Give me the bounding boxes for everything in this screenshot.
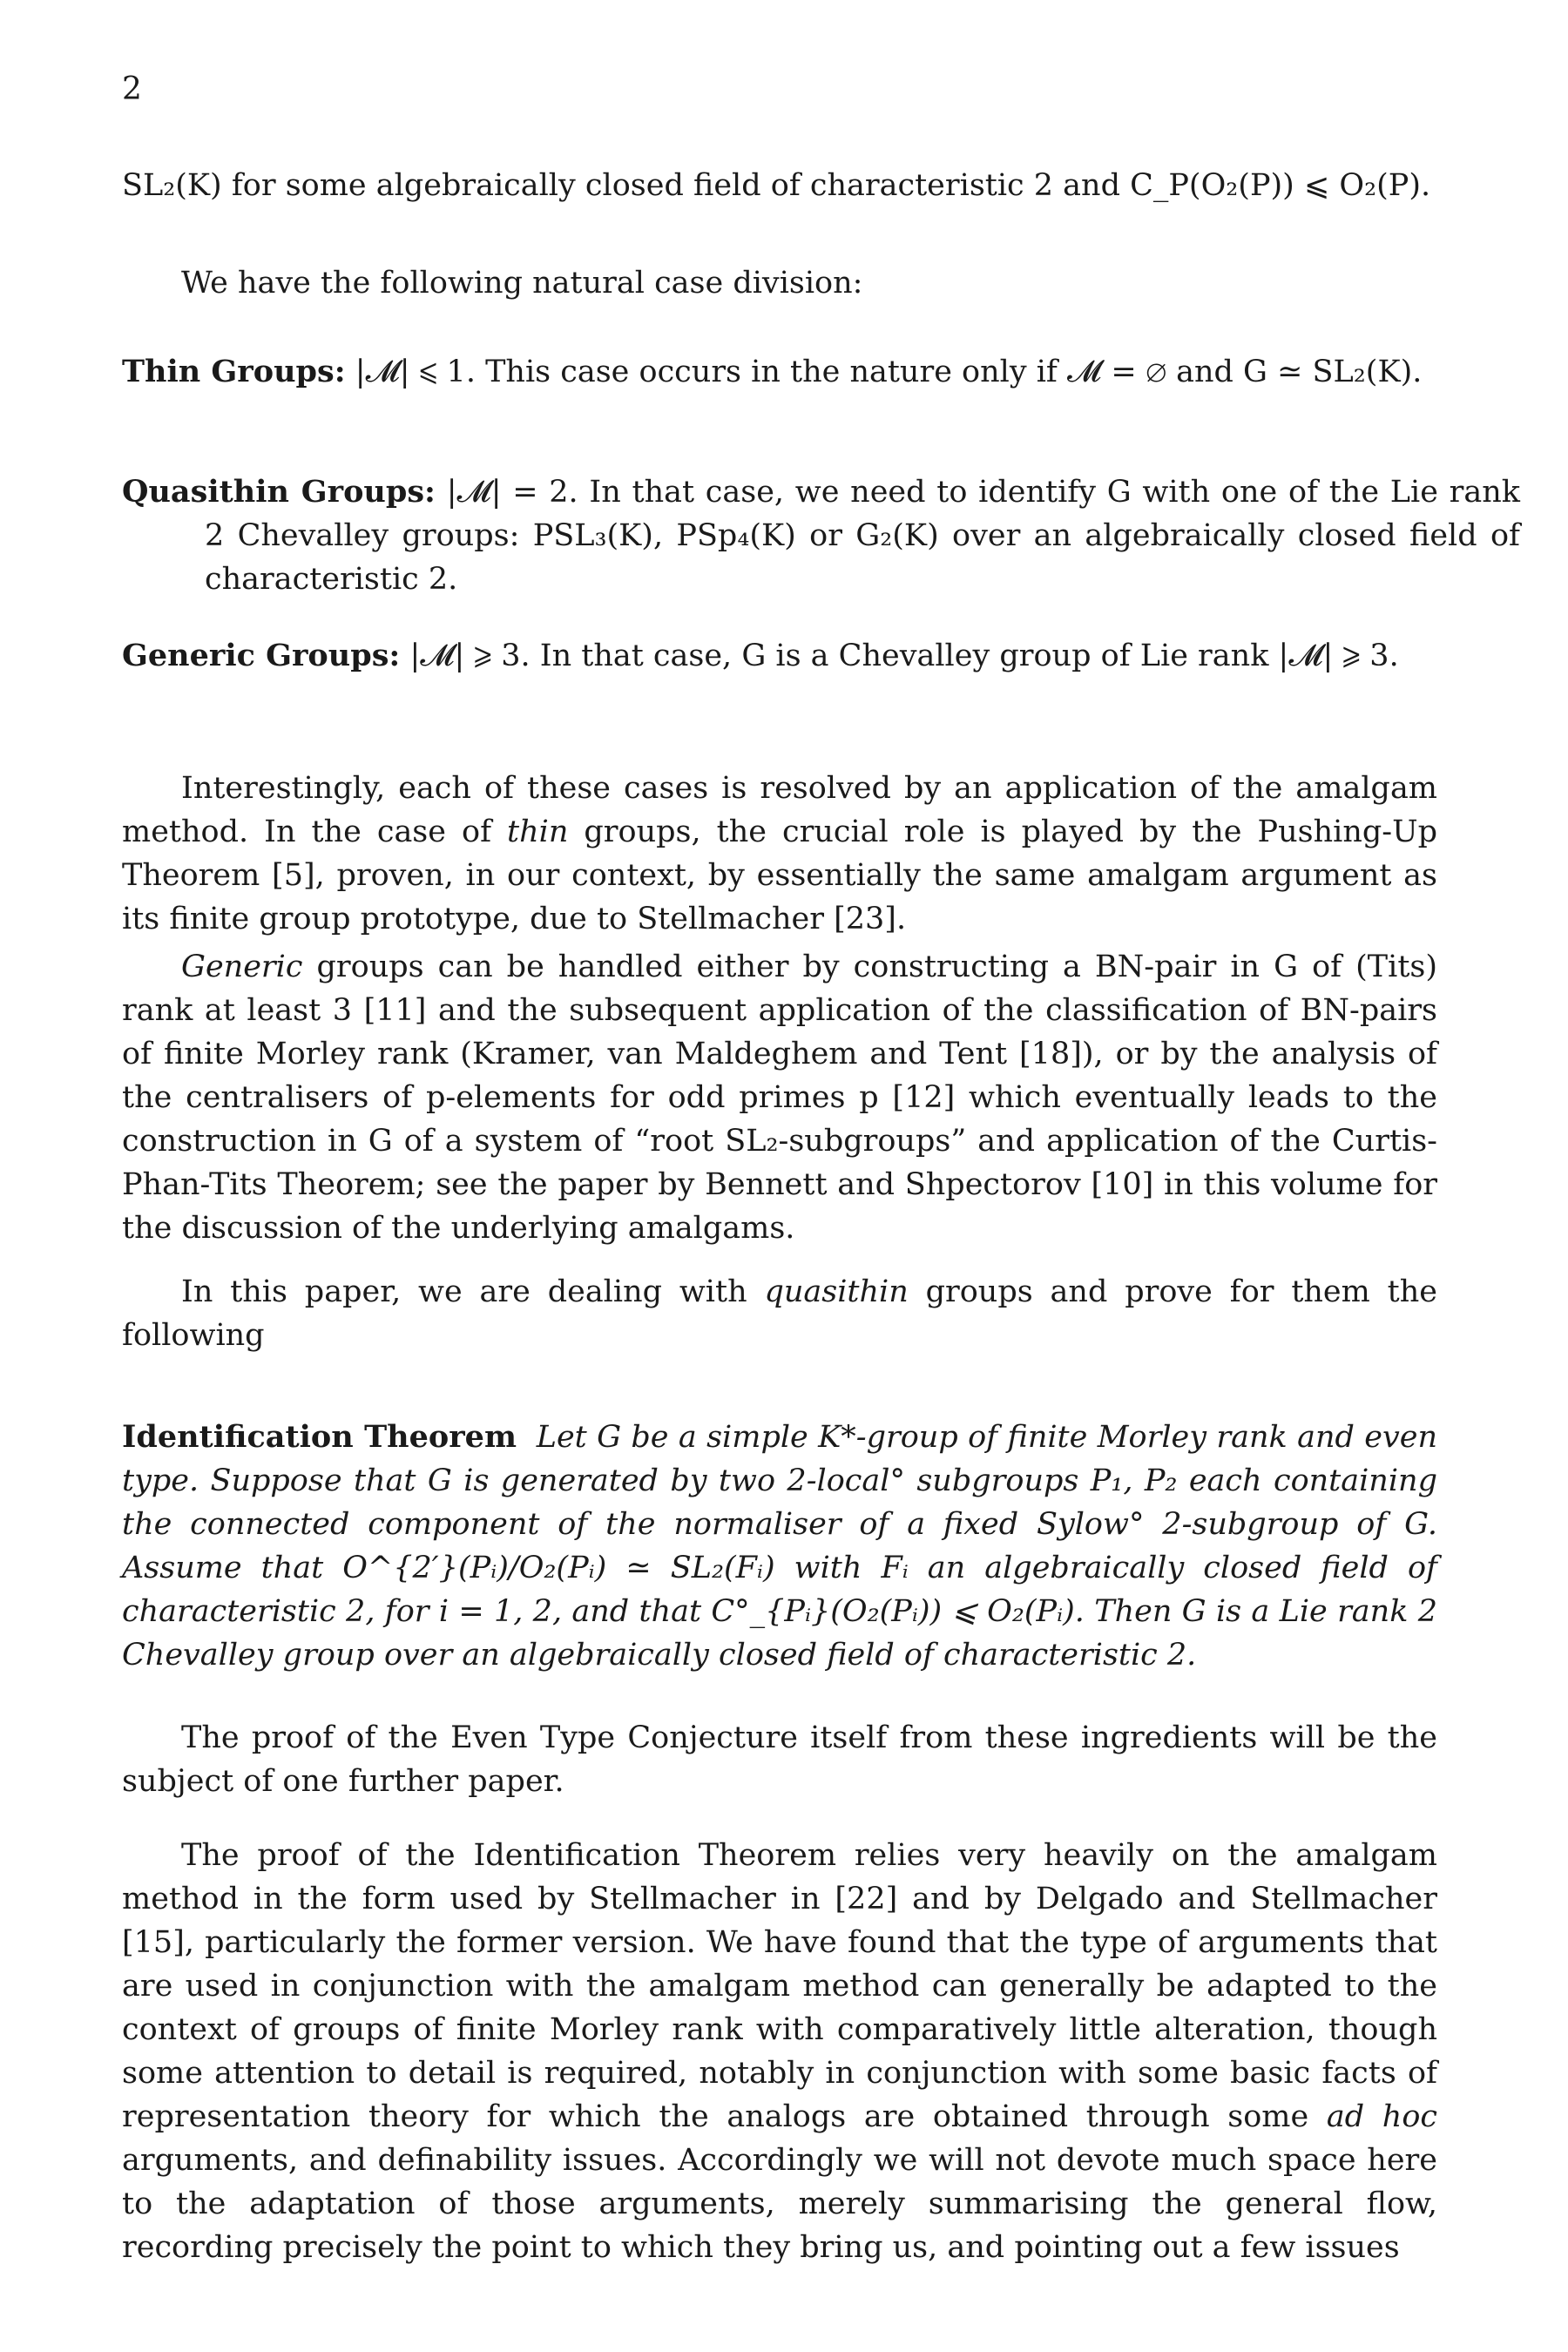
intro-continuation: SL₂(K) for some algebraically closed field of characteristic 2 and C_P(O₂(P)) ⩽ O₂(P). bbox=[122, 168, 1431, 203]
case-heading: Thin Groups: bbox=[122, 354, 346, 389]
paragraph-quasithin: In this paper, we are dealing with quasithin groups and prove for them the following bbox=[122, 1274, 1437, 1353]
identification-theorem bbox=[122, 1416, 1437, 1677]
case-text: |𝓜| ⩾ 3. In that case, G is a Chevalley group of Lie rank |𝓜| ⩾ 3. bbox=[409, 639, 1399, 673]
case-heading: Generic Groups: bbox=[122, 638, 401, 673]
theorem-heading: Identification Theorem bbox=[122, 1419, 517, 1455]
case-thin-groups bbox=[122, 350, 1520, 394]
theorem-body: Let G be a simple K*-group of finite Morley rank and even type. Suppose that G is generated by two 2-local° subgroups P₁, P₂ each containing the connected component of the normaliser of a fixed Sylow° 2-subgroup of G. Assume that O^{2′}(Pᵢ)/O₂(Pᵢ) ≃ SL₂(Fᵢ) with Fᵢ an algebraically closed field of characteristic 2, for i = 1, 2, and that C°_{Pᵢ}(O₂(Pᵢ)) ⩽ O₂(Pᵢ). Then G is a Lie rank 2 Chevalley group over an algebraically closed field of characteristic 2. bbox=[122, 1420, 1437, 1673]
paragraph-even-type-conjecture: The proof of the Even Type Conjecture itself from these ingredients will be the subject of one further paper. bbox=[122, 1720, 1437, 1799]
case-quasithin-groups bbox=[122, 470, 1520, 601]
paragraph-generic-groups: Generic groups can be handled either by constructing a BN-pair in G of (Tits) rank at least 3 [11] and the subsequent application of the classification of BN-pairs of finite Morley rank (Kramer, van Maldeghem and Tent [18]), or by the analysis of the centralisers of p-elements for odd primes p [12] which eventually leads to the construction in G of a system of “root SL₂-subgroups” and application of the Curtis-Phan-Tits Theorem; see the paper by Bennett and Shpectorov [10] in this volume for the discussion of the underlying amalgams. bbox=[122, 950, 1437, 1246]
paragraph-amalgam-method: The proof of the Identification Theorem relies very heavily on the amalgam method in the form used by Stellmacher in [22] and by Delgado and Stellmacher [15], particularly the former version. We have found that the type of arguments that are used in conjunction with the amalgam method can generally be adapted to the context of groups of finite Morley rank with comparatively little alteration, though some attention to detail is required, notably in conjunction with some basic facts of representation theory for which the analogs are obtained through some ad hoc arguments, and definability issues. Accordingly we will not devote much space here to the adaptation of those arguments, merely summarising the general flow, recording precisely the point to which they bring us, and pointing out a few issues bbox=[122, 1838, 1437, 2265]
page-number: 2 bbox=[122, 71, 142, 107]
case-text: |𝓜| ⩽ 1. This case occurs in the nature only if 𝓜 = ∅ and G ≃ SL₂(K). bbox=[355, 355, 1423, 389]
paragraph-interestingly: Interestingly, each of these cases is resolved by an application of the amalgam method. In the case of thin groups, the crucial role is played by the Pushing-Up Theorem [5], proven, in our context, by essentially the same amalgam argument as its finite group prototype, due to Stellmacher [23]. bbox=[122, 771, 1437, 936]
case-heading: Quasithin Groups: bbox=[122, 474, 436, 510]
case-text: |𝓜| = 2. In that case, we need to identify G with one of the Lie rank 2 Chevalley groups: PSL₃(K), PSp₄(K) or G₂(K) over an algebraically closed field of characteristic 2. bbox=[205, 475, 1520, 597]
case-division-sentence: We have the following natural case division: bbox=[181, 266, 863, 301]
case-generic-groups bbox=[122, 634, 1520, 678]
